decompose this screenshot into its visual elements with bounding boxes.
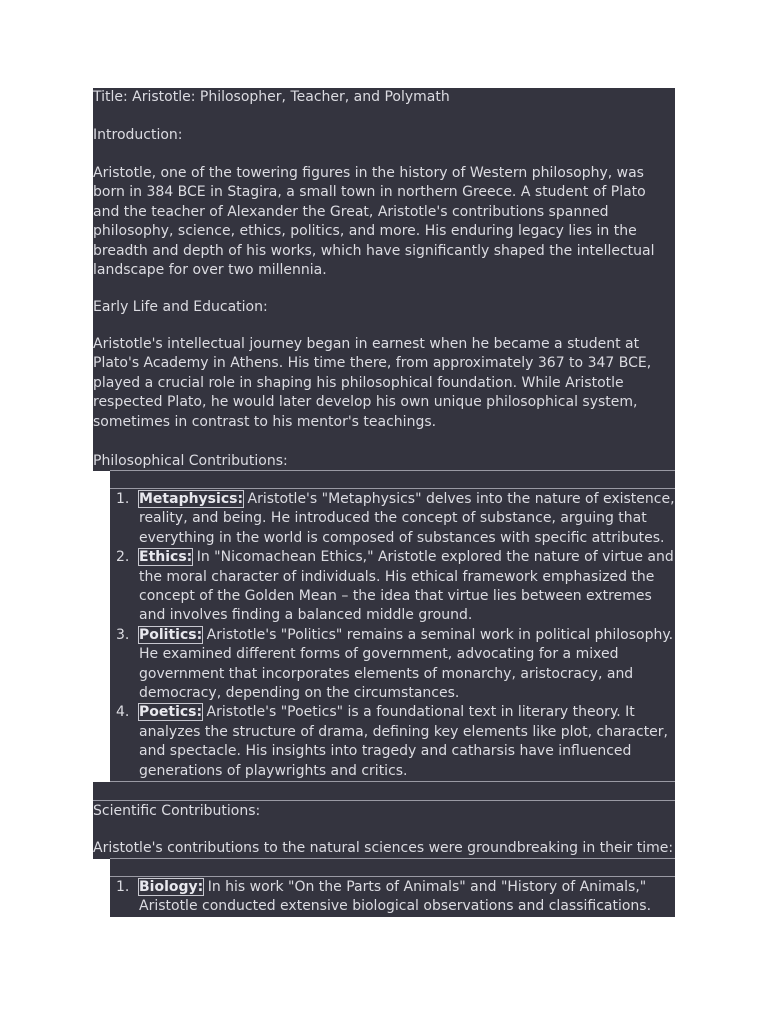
list-number: 3. [116,626,130,643]
scientific-intro: Aristotle's contributions to the natural sciences were groundbreaking in their time: [93,840,674,856]
list-number: 1. [116,879,130,895]
philosophical-heading: Philosophical Contributions: [93,453,288,469]
separator-rule [110,488,675,489]
list-item-text: In his work "On the Parts of Animals" and "History of Animals," Aristotle conducted extensive biological observations and classifications. [139,879,652,915]
separator-rule [110,781,675,782]
list-item [110,548,675,626]
list-item-text: Aristotle's "Politics" remains a seminal work in political philosophy. He examined different forms of government, advocating for a mixed government that incorporates elements of monarchy, aristocracy, and democracy, depending on the circumstances. [139,626,674,702]
early-life-paragraph: Aristotle's intellectual journey began in earnest when he became a student at Plato's Academy in Athens. His time there, from approximately 367 to 347 BCE, played a crucial role in shaping his philosophical foundation. While Aristotle respected Plato, he would later develop his own unique philosophical system, sometimes in contrast to his mentor's teachings. [93,336,652,430]
term-label: Poetics: [139,704,203,721]
scientific-heading: Scientific Contributions: [93,803,261,819]
term-label: Ethics: [139,549,193,566]
list-item-text: In "Nicomachean Ethics," Aristotle explored the nature of virtue and the moral character of individuals. His ethical framework emphasized the concept of the Golden Mean – the idea that virtue lies between extremes and involves finding a balanced middle ground. [139,549,674,624]
term-label: Politics: [139,626,203,643]
term-label: Biology: [139,879,204,895]
list-number: 2. [116,549,130,566]
list-number: 4. [116,704,130,721]
introduction-paragraph: Aristotle, one of the towering figures in the history of Western philosophy, was born in 384 BCE in Stagira, a small town in northern Greece. A student of Plato and the teacher of Alexander the Great, Aristotle's contributions spanned philosophy, science, ethics, politics, and more. His enduring legacy lies in the breadth and depth of his works, which have significantly shaped the intellectual landscape for over two millennia. [93,165,655,279]
list-item-text: Aristotle's "Metaphysics" delves into the nature of existence, reality, and being. He introduced the concept of substance, arguing that everything in the world is composed of substances with specific attributes. [139,491,675,546]
early-life-heading: Early Life and Education: [93,299,268,315]
separator-rule [93,800,675,801]
list-item [110,878,675,917]
list-item [110,703,675,781]
introduction-heading: Introduction: [93,127,183,143]
document-title: Title: Aristotle: Philosopher, Teacher, and Polymath [93,89,450,105]
list-number: 1. [116,491,130,507]
term-label: Metaphysics: [139,491,244,507]
list-item-text: Aristotle's "Poetics" is a foundational text in literary theory. It analyzes the structure of drama, defining key elements like plot, character, and spectacle. His insights into tragedy and catharsis have influenced generations of playwrights and critics. [139,704,668,779]
dark-block-gap [93,782,675,800]
scientific-list [110,878,675,917]
philosophical-list [110,490,675,781]
list-item [110,626,675,704]
list-item [110,490,675,548]
separator-rule [110,876,675,877]
